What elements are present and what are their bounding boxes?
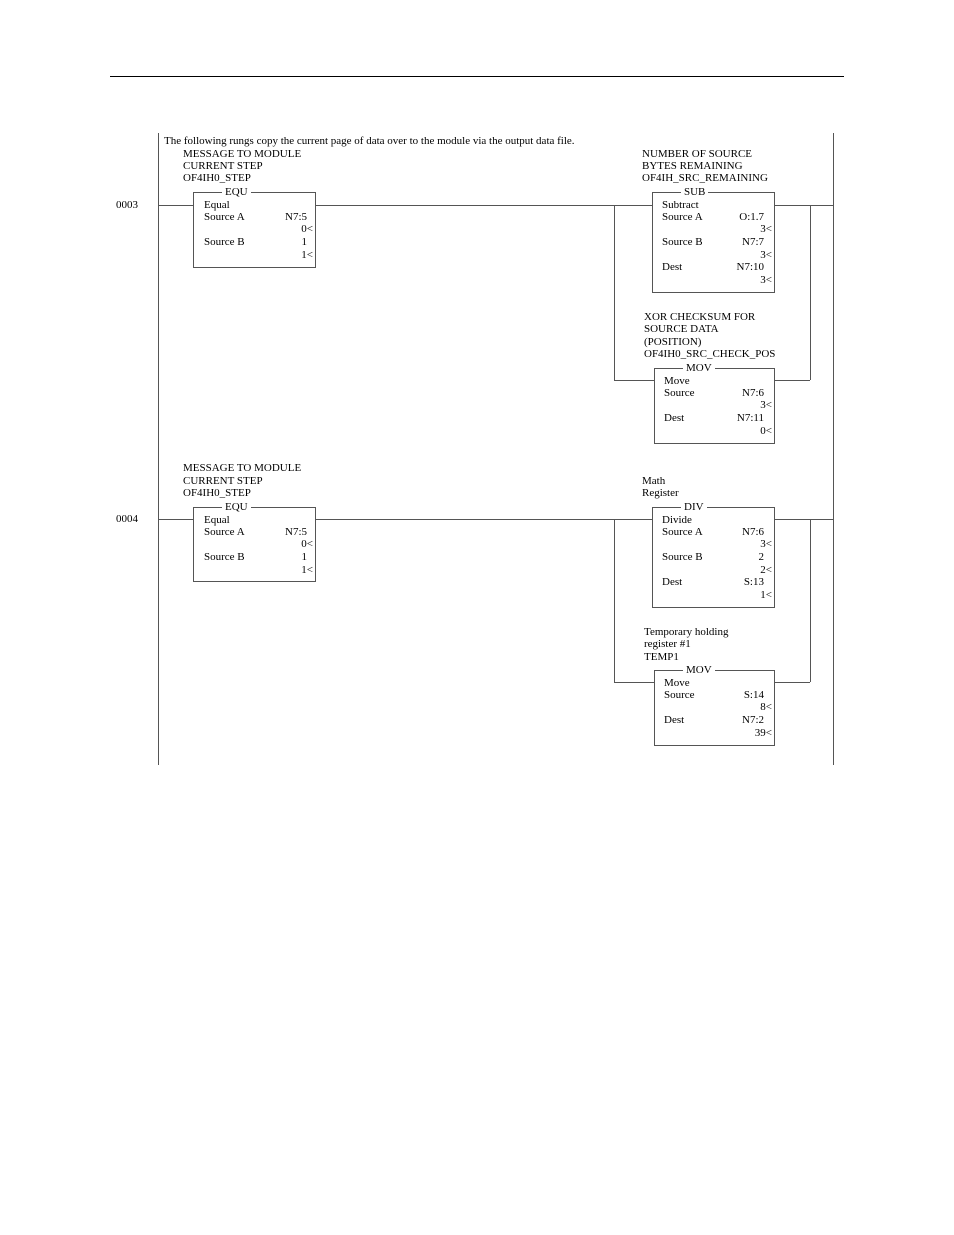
operand-value: 0<: [301, 223, 313, 235]
instruction-name: Divide: [662, 514, 692, 526]
operand-address: N7:5: [285, 526, 307, 538]
page-header-rule: [110, 76, 844, 77]
operand-label: Source A: [204, 211, 245, 223]
equ-comment-line: CURRENT STEP: [183, 475, 263, 487]
operand-address: N7:6: [742, 526, 764, 538]
operand-address: N7:7: [742, 236, 764, 248]
operand-value: 2<: [760, 564, 772, 576]
left-power-rail: [158, 133, 159, 765]
operand-label: Source B: [204, 236, 245, 248]
mov-comment-line: SOURCE DATA: [644, 323, 719, 335]
branch-wire-right: [810, 519, 811, 682]
right-power-rail: [833, 133, 834, 765]
mov-instruction-block[interactable]: [654, 664, 775, 746]
instruction-mnemonic: MOV: [683, 664, 715, 676]
rung-wire: [315, 519, 653, 520]
mov-comment-line: XOR CHECKSUM FOR: [644, 311, 756, 323]
operand-value: 0<: [301, 538, 313, 550]
operand-label: Dest: [662, 576, 683, 588]
instruction-name: Equal: [204, 199, 230, 211]
rung-wire: [774, 205, 833, 206]
equ-instruction-block[interactable]: [193, 186, 316, 268]
mov-instruction-block[interactable]: [654, 362, 775, 444]
equ-comment-line: MESSAGE TO MODULE: [183, 462, 302, 474]
sub-comment-line: BYTES REMAINING: [642, 160, 743, 172]
sub-comment-line: NUMBER OF SOURCE: [642, 148, 753, 160]
rung-wire: [159, 205, 193, 206]
operand-address: 1: [301, 236, 307, 248]
rung-wire: [315, 205, 653, 206]
mov-comment-line: OF4IH0_SRC_CHECK_POS: [644, 348, 776, 360]
operand-value: 1<: [301, 249, 313, 261]
operand-label: Source: [664, 689, 695, 701]
operand-label: Dest: [664, 714, 685, 726]
operand-label: Source A: [662, 211, 703, 223]
mov-comment-line: (POSITION): [644, 336, 702, 348]
instruction-mnemonic: DIV: [681, 501, 707, 513]
operand-address: N7:10: [736, 261, 764, 273]
operand-address: N7:5: [285, 211, 307, 223]
mov-comment-line: Temporary holding: [644, 626, 729, 638]
equ-comment-line: CURRENT STEP: [183, 160, 263, 172]
operand-value: 3<: [760, 538, 772, 550]
rung-wire: [159, 519, 193, 520]
operand-address: O:1.7: [739, 211, 764, 223]
instruction-mnemonic: MOV: [683, 362, 715, 374]
operand-label: Dest: [662, 261, 683, 273]
sub-instruction-block[interactable]: [652, 186, 775, 293]
operand-value: 1<: [760, 589, 772, 601]
operand-address: 2: [758, 551, 764, 563]
equ-comment-line: MESSAGE TO MODULE: [183, 148, 302, 160]
branch-wire-right: [810, 205, 811, 380]
div-comment-line: Math: [642, 475, 666, 487]
operand-label: Source B: [662, 551, 703, 563]
rung-number: 0004: [116, 513, 138, 525]
branch-wire-left: [614, 519, 615, 682]
operand-value: 3<: [760, 223, 772, 235]
mov-comment-line: register #1: [644, 638, 691, 650]
operand-address: 1: [301, 551, 307, 563]
operand-address: N7:11: [736, 412, 764, 424]
operand-label: Source: [664, 387, 695, 399]
instruction-name: Subtract: [662, 199, 699, 211]
instruction-mnemonic: EQU: [222, 186, 251, 198]
operand-address: N7:2: [742, 714, 764, 726]
equ-instruction-block[interactable]: [193, 501, 316, 582]
operand-label: Source A: [204, 526, 245, 538]
branch-wire: [774, 682, 810, 683]
rung-number: 0003: [116, 199, 138, 211]
div-comment-line: Register: [642, 487, 679, 499]
operand-value: 8<: [760, 701, 772, 713]
operand-address: S:13: [743, 576, 764, 588]
operand-value: 3<: [760, 249, 772, 261]
branch-wire-left: [614, 205, 615, 380]
operand-label: Dest: [664, 412, 685, 424]
branch-wire: [614, 380, 655, 381]
instruction-name: Move: [664, 375, 690, 387]
operand-value: 3<: [760, 274, 772, 286]
instruction-mnemonic: EQU: [222, 501, 251, 513]
operand-value: 1<: [301, 564, 313, 576]
operand-address: S:14: [743, 689, 764, 701]
sub-comment-line: OF4IH_SRC_REMAINING: [642, 172, 768, 184]
instruction-name: Move: [664, 677, 690, 689]
rung-wire: [774, 519, 833, 520]
equ-comment-line: OF4IH0_STEP: [183, 487, 251, 499]
instruction-name: Equal: [204, 514, 230, 526]
mov-comment-line: TEMP1: [644, 651, 679, 663]
branch-wire: [614, 682, 655, 683]
operand-value: 39<: [754, 727, 772, 739]
operand-value: 0<: [760, 425, 772, 437]
operand-value: 3<: [760, 399, 772, 411]
intro-comment: The following rungs copy the current page of data over to the module via the output data file.: [164, 135, 575, 147]
operand-address: N7:6: [742, 387, 764, 399]
equ-comment-line: OF4IH0_STEP: [183, 172, 251, 184]
div-instruction-block[interactable]: [652, 501, 775, 608]
instruction-mnemonic: SUB: [681, 186, 708, 198]
operand-label: Source A: [662, 526, 703, 538]
operand-label: Source B: [662, 236, 703, 248]
branch-wire: [774, 380, 810, 381]
operand-label: Source B: [204, 551, 245, 563]
